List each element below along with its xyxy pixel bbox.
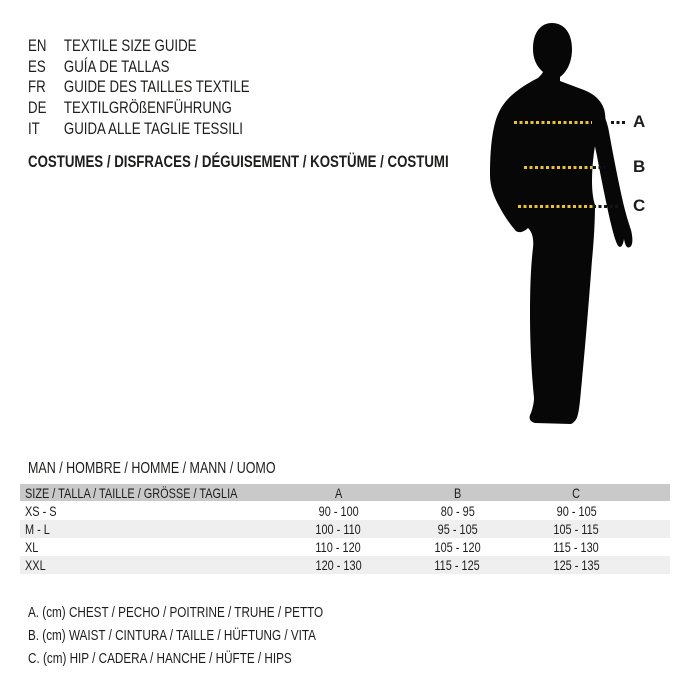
value-a: 90 - 100 [318,503,359,519]
hip-leader-line [593,205,619,208]
header-b: B [453,484,462,501]
man-silhouette [488,18,648,448]
header-a: A [334,484,343,501]
category-title: COSTUMES / DISFRACES / DÉGUISEMENT / KOSTÜME / COSTUMI [28,152,449,171]
section-title [28,459,345,478]
legend-line-chest: A. (cm) CHEST / PECHO / POITRINE / TRUHE / PETTO [28,604,324,621]
language-label: GUÍA DE TALLAS [63,56,170,76]
table-row [20,538,670,556]
waist-measure-line [524,166,592,169]
header-size: SIZE / TALLA / TAILLE / GRÖSSE / TAGLIA [25,484,238,501]
header-c: C [572,484,581,501]
legend-line-hip: C. (cm) HIP / CADERA / HANCHE / HÜFTE / HIPS [28,650,292,667]
language-label: TEXTILGRÖßENFÜHRUNG [63,98,232,118]
measure-label-a: A [633,112,646,131]
language-code: DE [28,98,47,118]
value-c: 115 - 130 [553,539,600,555]
hip-measure-line [518,205,594,208]
chest-leader-line [611,121,626,124]
chest-measure-line [514,121,592,124]
language-label: TEXTILE SIZE GUIDE [63,36,197,55]
language-row [28,57,250,78]
value-b: 115 - 125 [434,557,481,573]
value-a: 100 - 110 [315,521,362,537]
legend-line-waist: B. (cm) WAIST / CINTURA / TAILLE / HÜFTUNG / VITA [28,627,316,644]
size-cell: XS - S [25,503,57,519]
value-a: 110 - 120 [315,539,362,555]
language-label: GUIDE DES TAILLES TEXTILE [63,77,250,97]
value-b: 80 - 95 [440,503,475,519]
table-row [20,520,670,538]
value-c: 125 - 135 [553,557,600,573]
value-c: 90 - 105 [556,503,597,519]
silhouette-head-body [490,23,605,424]
section-title-text: MAN / HOMBRE / HOMME / MANN / UOMO [28,460,276,477]
size-cell: M - L [25,521,50,537]
value-b: 95 - 105 [437,521,478,537]
language-code: FR [28,77,46,97]
table-row [20,556,670,574]
measurement-legend [28,601,406,670]
value-b: 105 - 120 [434,539,481,555]
language-code: ES [28,56,46,76]
language-row [28,119,250,140]
size-cell: XL [25,539,39,555]
measure-label-b: B [633,157,646,176]
value-c: 105 - 115 [553,521,600,537]
language-label: GUIDA ALLE TAGLIE TESSILI [63,118,243,138]
value-a: 120 - 130 [315,557,362,573]
size-cell: XXL [25,557,46,573]
language-list [28,36,250,140]
waist-leader-line [593,166,605,169]
language-row [28,36,250,57]
language-code: IT [28,118,40,138]
language-row [28,77,250,98]
table-row [20,502,670,520]
measure-label-c: C [633,196,646,215]
table-header-row [20,484,670,501]
size-table [20,484,670,574]
language-code: EN [28,36,47,55]
language-row [28,98,250,119]
